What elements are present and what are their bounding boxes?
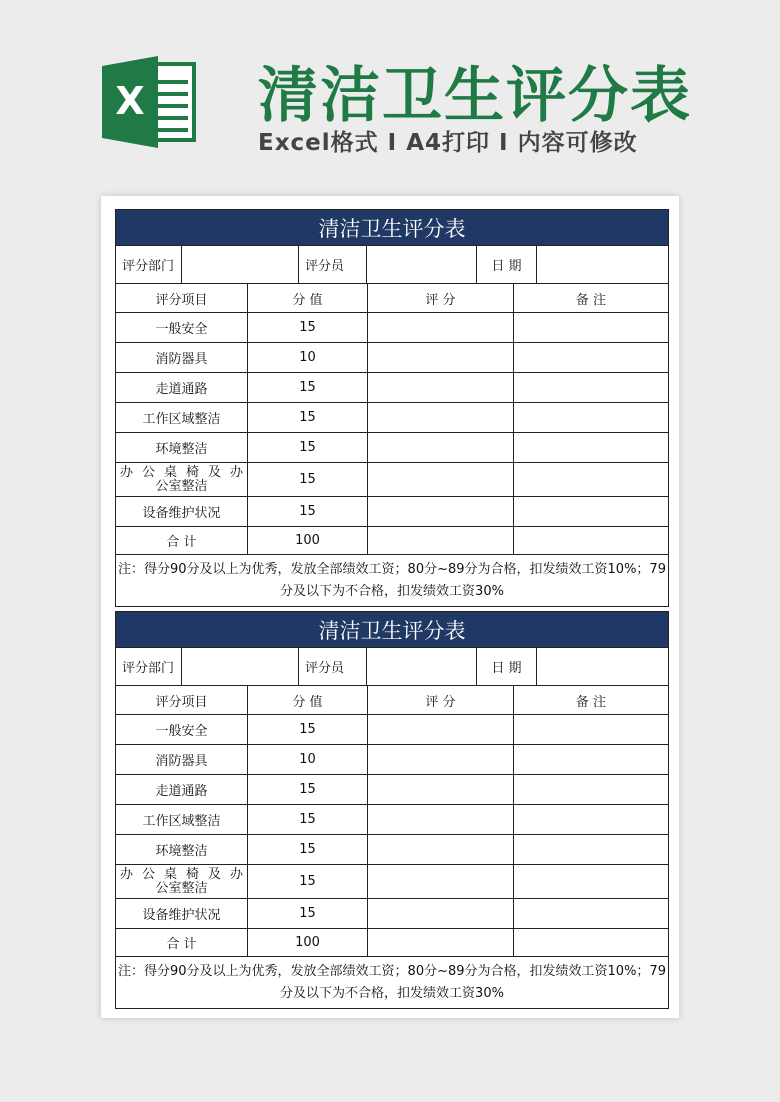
remarks-cell[interactable] bbox=[514, 463, 669, 497]
item-name bbox=[116, 865, 248, 899]
item-name: 消防器具 bbox=[116, 745, 248, 775]
table-row bbox=[116, 373, 669, 403]
table-row bbox=[116, 433, 669, 463]
item-points: 10 bbox=[248, 745, 368, 775]
item-points: 15 bbox=[248, 313, 368, 343]
total-value: 100 bbox=[248, 929, 368, 957]
item-points: 15 bbox=[248, 463, 368, 497]
col-header-points: 分 值 bbox=[248, 284, 368, 313]
table-row bbox=[116, 775, 669, 805]
remarks-cell[interactable] bbox=[514, 373, 669, 403]
item-name-line1: 办公桌椅及办 bbox=[120, 464, 243, 480]
table-row bbox=[116, 865, 669, 899]
remarks-cell[interactable] bbox=[514, 313, 669, 343]
score-cell[interactable] bbox=[368, 715, 514, 745]
date-value-cell[interactable] bbox=[537, 648, 669, 686]
remarks-cell[interactable] bbox=[514, 745, 669, 775]
score-table bbox=[115, 611, 669, 686]
table-row bbox=[116, 899, 669, 929]
note-text: 注：得分90分及以上为优秀，发放全部绩效工资；80分~89分为合格，扣发绩效工资10%；79分及以下为不合格，扣发绩效工资30% bbox=[116, 555, 669, 607]
score-cell[interactable] bbox=[368, 835, 514, 865]
score-items-table bbox=[115, 283, 669, 607]
total-label: 合 计 bbox=[116, 527, 248, 555]
item-name: 设备维护状况 bbox=[116, 497, 248, 527]
remarks-cell[interactable] bbox=[514, 403, 669, 433]
score-cell[interactable] bbox=[368, 865, 514, 899]
remarks-cell[interactable] bbox=[514, 805, 669, 835]
score-cell[interactable] bbox=[368, 343, 514, 373]
item-points: 15 bbox=[248, 805, 368, 835]
total-label: 合 计 bbox=[116, 929, 248, 957]
item-points: 15 bbox=[248, 497, 368, 527]
remarks-cell[interactable] bbox=[514, 715, 669, 745]
col-header-remarks: 备 注 bbox=[514, 284, 669, 313]
total-row bbox=[116, 929, 669, 957]
item-points: 15 bbox=[248, 373, 368, 403]
score-cell[interactable] bbox=[368, 433, 514, 463]
rater-label: 评分员 bbox=[299, 648, 367, 686]
table-row bbox=[116, 715, 669, 745]
table-row bbox=[116, 313, 669, 343]
total-value: 100 bbox=[248, 527, 368, 555]
rater-label: 评分员 bbox=[299, 246, 367, 284]
page-title: 清洁卫生评分表 bbox=[258, 61, 692, 131]
score-cell[interactable] bbox=[368, 373, 514, 403]
score-sheet-2 bbox=[115, 611, 668, 1009]
score-cell[interactable] bbox=[368, 497, 514, 527]
sheet-title: 清洁卫生评分表 bbox=[116, 210, 669, 246]
date-label: 日 期 bbox=[477, 648, 537, 686]
item-points: 15 bbox=[248, 433, 368, 463]
score-cell[interactable] bbox=[368, 775, 514, 805]
score-items-table bbox=[115, 685, 669, 1009]
remarks-cell[interactable] bbox=[514, 865, 669, 899]
score-table bbox=[115, 209, 669, 284]
date-value-cell[interactable] bbox=[537, 246, 669, 284]
item-points: 15 bbox=[248, 835, 368, 865]
item-name: 走道通路 bbox=[116, 373, 248, 403]
score-cell[interactable] bbox=[368, 745, 514, 775]
dept-label: 评分部门 bbox=[116, 648, 182, 686]
logo-letter: X bbox=[115, 79, 145, 123]
col-header-score: 评 分 bbox=[368, 686, 514, 715]
item-name bbox=[116, 463, 248, 497]
rater-value-cell[interactable] bbox=[367, 648, 477, 686]
col-header-item: 评分项目 bbox=[116, 686, 248, 715]
item-points: 15 bbox=[248, 403, 368, 433]
item-name: 工作区域整洁 bbox=[116, 403, 248, 433]
table-row bbox=[116, 463, 669, 497]
item-points: 15 bbox=[248, 865, 368, 899]
item-name: 设备维护状况 bbox=[116, 899, 248, 929]
item-name: 消防器具 bbox=[116, 343, 248, 373]
item-name-line2: 公室整洁 bbox=[155, 478, 208, 494]
remarks-cell[interactable] bbox=[514, 899, 669, 929]
date-label: 日 期 bbox=[477, 246, 537, 284]
col-header-remarks: 备 注 bbox=[514, 686, 669, 715]
dept-label: 评分部门 bbox=[116, 246, 182, 284]
item-name: 一般安全 bbox=[116, 313, 248, 343]
remarks-cell[interactable] bbox=[514, 433, 669, 463]
item-name: 环境整洁 bbox=[116, 433, 248, 463]
item-points: 15 bbox=[248, 899, 368, 929]
item-name: 工作区域整洁 bbox=[116, 805, 248, 835]
table-row bbox=[116, 343, 669, 373]
note-text: 注：得分90分及以上为优秀，发放全部绩效工资；80分~89分为合格，扣发绩效工资10%；79分及以下为不合格，扣发绩效工资30% bbox=[116, 957, 669, 1009]
item-name-line2: 公室整洁 bbox=[155, 880, 208, 896]
item-points: 15 bbox=[248, 715, 368, 745]
table-row bbox=[116, 745, 669, 775]
col-header-score: 评 分 bbox=[368, 284, 514, 313]
item-name: 走道通路 bbox=[116, 775, 248, 805]
remarks-cell[interactable] bbox=[514, 835, 669, 865]
total-score-cell[interactable] bbox=[368, 527, 514, 555]
table-row bbox=[116, 403, 669, 433]
item-name: 环境整洁 bbox=[116, 835, 248, 865]
table-row bbox=[116, 805, 669, 835]
item-points: 15 bbox=[248, 775, 368, 805]
total-remarks-cell[interactable] bbox=[514, 929, 669, 957]
excel-logo-icon bbox=[100, 56, 198, 148]
col-header-points: 分 值 bbox=[248, 686, 368, 715]
item-name-line1: 办公桌椅及办 bbox=[120, 866, 243, 882]
item-name: 一般安全 bbox=[116, 715, 248, 745]
table-row bbox=[116, 497, 669, 527]
dept-value-cell[interactable] bbox=[182, 648, 299, 686]
score-cell[interactable] bbox=[368, 463, 514, 497]
dept-value-cell[interactable] bbox=[182, 246, 299, 284]
score-sheet-1 bbox=[115, 209, 668, 607]
item-points: 10 bbox=[248, 343, 368, 373]
score-cell[interactable] bbox=[368, 805, 514, 835]
score-cell[interactable] bbox=[368, 403, 514, 433]
remarks-cell[interactable] bbox=[514, 497, 669, 527]
document-page bbox=[101, 196, 679, 1018]
score-cell[interactable] bbox=[368, 899, 514, 929]
sheet-title: 清洁卫生评分表 bbox=[116, 612, 669, 648]
col-header-item: 评分项目 bbox=[116, 284, 248, 313]
rater-value-cell[interactable] bbox=[367, 246, 477, 284]
remarks-cell[interactable] bbox=[514, 775, 669, 805]
score-cell[interactable] bbox=[368, 313, 514, 343]
page-subtitle: Excel格式 I A4打印 I 内容可修改 bbox=[258, 130, 638, 156]
table-row bbox=[116, 835, 669, 865]
total-score-cell[interactable] bbox=[368, 929, 514, 957]
remarks-cell[interactable] bbox=[514, 343, 669, 373]
total-remarks-cell[interactable] bbox=[514, 527, 669, 555]
total-row bbox=[116, 527, 669, 555]
